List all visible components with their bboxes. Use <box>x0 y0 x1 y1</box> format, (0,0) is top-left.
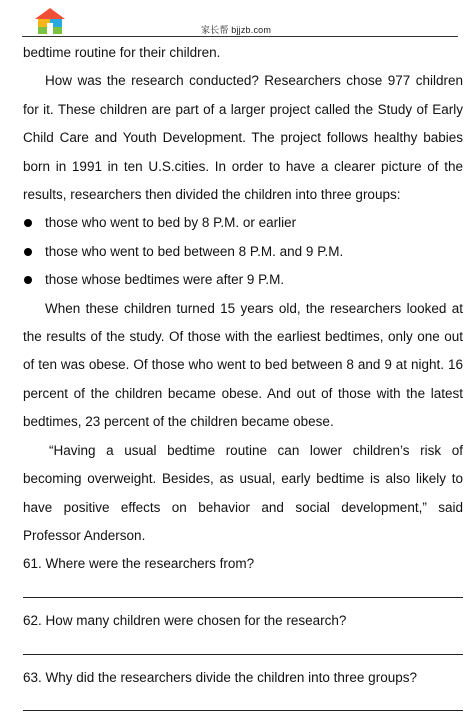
answer-line-61[interactable] <box>23 579 463 607</box>
list-item: those who went to bed by 8 P.M. or earlier <box>23 209 463 237</box>
answer-line-63[interactable] <box>23 692 463 720</box>
paragraph-continued: bedtime routine for their children. <box>23 45 221 60</box>
bullet-icon <box>24 219 32 227</box>
paragraph-research-method: How was the research conducted? Researchers chose 977 children for it. These children are part of a larger project called the Study of Early Child Care and Youth Development. The project follows healthy babies born in 1991 in ten U.S.cities. In order to have a clearer picture of the results, researchers then divided the children into three groups: <box>23 73 463 203</box>
document-body <box>23 39 463 721</box>
page-header <box>0 0 472 40</box>
list-item: those who went to bed between 8 P.M. and 9 P.M. <box>23 238 463 266</box>
paragraph-results: When these children turned 15 years old, the researchers looked at the results of the study. Of those with the earliest bedtimes, only one out of ten was obese. Of those who went to bed between 8 and 9 at night. 16 percent of the children became obese. And out of those with the latest bedtimes, 23 percent of the children became obese. <box>23 300 463 430</box>
paragraph-quote: “Having a usual bedtime routine can lower children’s risk of becoming overweight. Besides, as usual, early bedtime is also likely to have positive effects on behavior and social development,” said Professor Anderson. <box>23 442 463 543</box>
bullet-icon <box>24 248 32 256</box>
question-62: 62. How many children were chosen for the research? <box>23 613 347 629</box>
bullet-icon <box>24 276 32 284</box>
group-list <box>23 209 463 294</box>
list-item: those whose bedtimes were after 9 P.M. <box>23 266 463 294</box>
question-63: 63. Why did the researchers divide the children into three groups? <box>23 669 417 685</box>
question-61: 61. Where were the researchers from? <box>23 556 255 572</box>
answer-line-62[interactable] <box>23 636 463 664</box>
header-rule <box>22 36 458 37</box>
header-site-text: 家长帮 bjjzb.com <box>200 25 272 35</box>
